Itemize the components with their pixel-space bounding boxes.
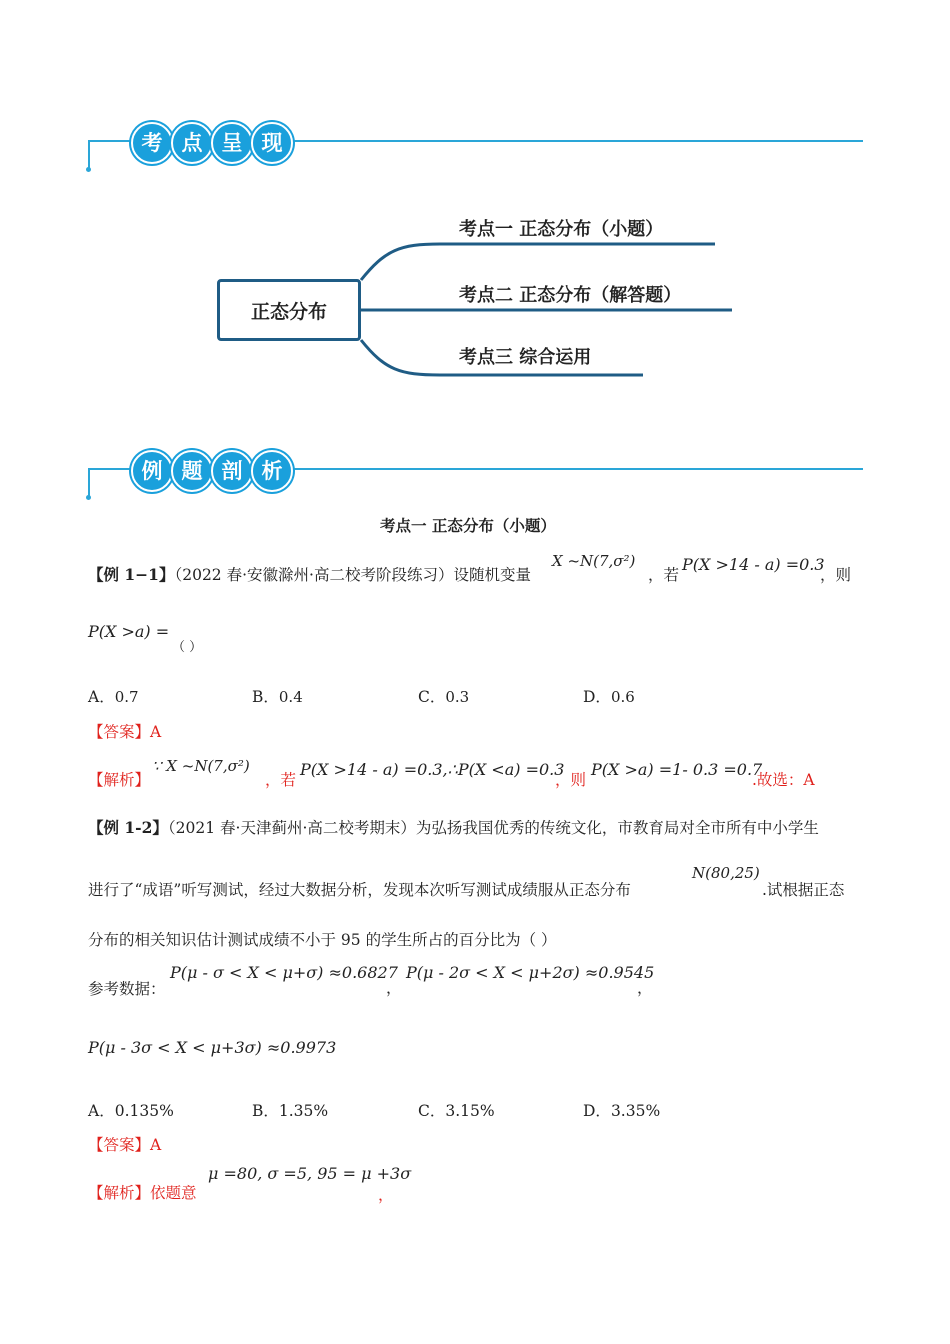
formula-ask: P(X >a) = (88, 622, 170, 641)
mind-map-branch: 考点三 综合运用 (459, 347, 592, 368)
option-label: D． (583, 688, 611, 706)
option-value: 0.6 (610, 688, 635, 706)
text: ， (378, 1186, 394, 1204)
ref-label: 参考数据： (88, 980, 166, 998)
answer-paren: （ ） (172, 640, 203, 655)
mind-map-branch: 考点一 正态分布（小题） (459, 219, 664, 240)
banner-char: 剖 (211, 450, 253, 492)
answer-tag: 【答案】 (88, 723, 151, 741)
formula: P(μ - 3σ < X < μ+3σ) ≈0.9973 (88, 1038, 337, 1057)
text: .故选：A (752, 771, 815, 789)
option-value: 3.15% (445, 1102, 495, 1120)
banner-char: 考 (131, 122, 173, 164)
mind-map-center: 正态分布 (217, 279, 361, 341)
banner-char: 现 (251, 122, 293, 164)
formula-dist: X ~N(7,σ²) (552, 552, 636, 570)
answer-value: A (150, 1136, 162, 1154)
formula-cond: P(X >14 - a) =0.3 (682, 555, 825, 574)
text: ，若 (265, 771, 297, 789)
example-text: （2021 春·天津蓟州·高二校考期末）为弘扬我国优秀的传统文化，市教育局对全市所有中小学生 (167, 819, 819, 837)
analysis-text: 依题意 (150, 1184, 197, 1202)
banner-char: 题 (171, 450, 213, 492)
section-title: 考点一 正态分布（小题） (380, 516, 556, 535)
formula: P(μ - σ < X < μ+σ) ≈0.6827 (170, 963, 398, 982)
formula-dist: N(80,25) (692, 864, 760, 882)
text: ，则 (555, 771, 587, 789)
option-value: 3.35% (610, 1102, 661, 1120)
option-label: D． (583, 1102, 611, 1120)
example-tag: 【例 1−1】 (88, 565, 175, 584)
text: ， (386, 979, 402, 997)
analysis-tag: 【解析】 (88, 1184, 151, 1202)
option-value: 1.35% (278, 1102, 329, 1120)
option-value: 0.3 (445, 688, 470, 706)
analysis-tag: 【解析】 (88, 771, 151, 789)
option-label: C． (418, 688, 446, 706)
example-text: .试根据正态 (762, 881, 845, 899)
option-label: A． (88, 688, 115, 706)
formula: ∵ X ~N(7,σ²) (152, 757, 250, 775)
text: ， (637, 979, 653, 997)
formula: P(X >14 - a) =0.3,∴P(X <a) =0.3 (300, 760, 565, 779)
banner-char: 点 (171, 122, 213, 164)
option-label: B． (252, 688, 279, 706)
banner-char: 例 (131, 450, 173, 492)
mind-map-branch: 考点二 正态分布（解答题） (459, 285, 682, 306)
option-label: C． (418, 1102, 446, 1120)
option-value: 0.7 (114, 688, 139, 706)
example-source: （2022 春·安徽滁州·高二校考阶段练习）设随机变量 (174, 566, 531, 584)
formula: P(μ - 2σ < X < μ+2σ) ≈0.9545 (406, 963, 655, 982)
text: ，则 (820, 566, 852, 584)
answer-tag: 【答案】 (88, 1136, 151, 1154)
answer-value: A (150, 723, 162, 741)
example-tag: 【例 1-2】 (88, 818, 168, 837)
option-label: A． (88, 1102, 115, 1120)
formula: μ =80, σ =5, 95 = μ +3σ (208, 1164, 412, 1183)
option-value: 0.135% (114, 1102, 174, 1120)
option-label: B． (252, 1102, 279, 1120)
example-text: 进行了“成语”听写测试，经过大数据分析，发现本次听写测试成绩服从正态分布 (88, 881, 631, 899)
banner-char: 析 (251, 450, 293, 492)
formula: P(X >a) =1- 0.3 =0.7 (591, 760, 763, 779)
example-text: 分布的相关知识估计测试成绩不小于 95 的学生所占的百分比为（ ） (88, 931, 557, 949)
text: ，若 (648, 566, 680, 584)
banner-char: 呈 (211, 122, 253, 164)
option-value: 0.4 (278, 688, 303, 706)
